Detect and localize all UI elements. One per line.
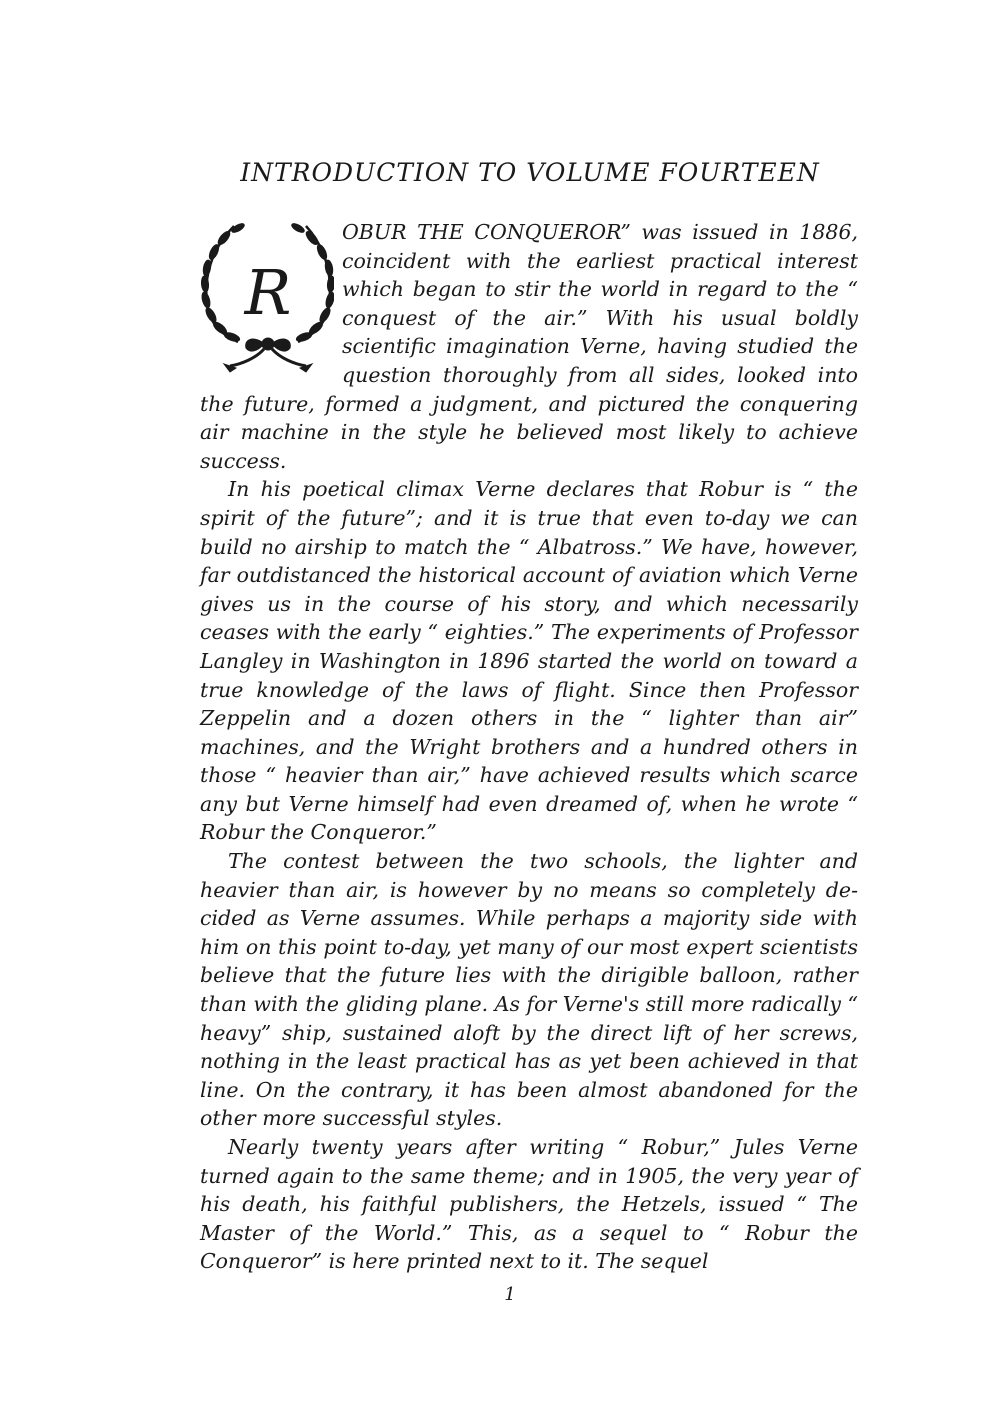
paragraph-1-text: OBUR THE CONQUEROR” was issued in 1886, coincident with the earliest practical interest which began to stir the world in regard to the “ conquest of the air.” With his usual boldly scientific imagination Verne, having studied the question thoroughly from all sides, looked into the future, formed a judgment, and pictured the conquering air machine in the style he believed most likely to achieve success. [200, 220, 858, 473]
paragraph-2: In his poetical climax Verne declares that Robur is “ the spirit of the future”; and it is true that even to-day we can build no airship to match the “ Albatross.” We have, however, far outdistanced the historical account of aviation which Verne gives us in the course of his story, and which necessarily ceases with the early “ eighties.” The experiments of Professor Langley in Washington in 1896 started the world on toward a true knowledge of the laws of flight. Since then Professor Zeppelin and a dozen others in the “ lighter than air” machines, and the Wright brothers and a hundred others in those “ heavier than air,” have achieved results which scarce any but Verne himself had even dreamed of, when he wrote “ Robur the Conqueror.” [200, 477, 858, 845]
paragraph-3: The contest between the two schools, the lighter and heavier than air, is however by no means so completely decided as Verne assumes. While perhaps a majority side with him on this point to-day, yet many of our most expert scientists believe that the future lies with the dirigible balloon, rather than with the gliding plane. As for Verne's still more radically “ heavy” ship, sustained aloft by the direct lift of her screws, nothing in the least practical has as yet been achieved in that line. On the contrary, it has been almost abandoned for the other more successful styles. [200, 849, 858, 1131]
chapter-heading: INTRODUCTION TO VOLUME FOURTEEN [240, 158, 820, 187]
paragraph-4: Nearly twenty years after writing “ Robur,” Jules Verne turned again to the same theme; and in 1905, the very year of his death, his faithful publishers, the Hetzels, issued “ The Master of the World.” This, as a sequel to “ Robur the Conqueror” is here printed next to it. The sequel [200, 1135, 858, 1274]
laurel-wreath-icon [194, 218, 334, 376]
drop-cap-ornament [194, 218, 334, 376]
drop-cap-letter: R [244, 256, 292, 329]
page-number: 1 [504, 1284, 516, 1305]
body-text [200, 218, 858, 1276]
paragraph-1 [200, 218, 858, 475]
